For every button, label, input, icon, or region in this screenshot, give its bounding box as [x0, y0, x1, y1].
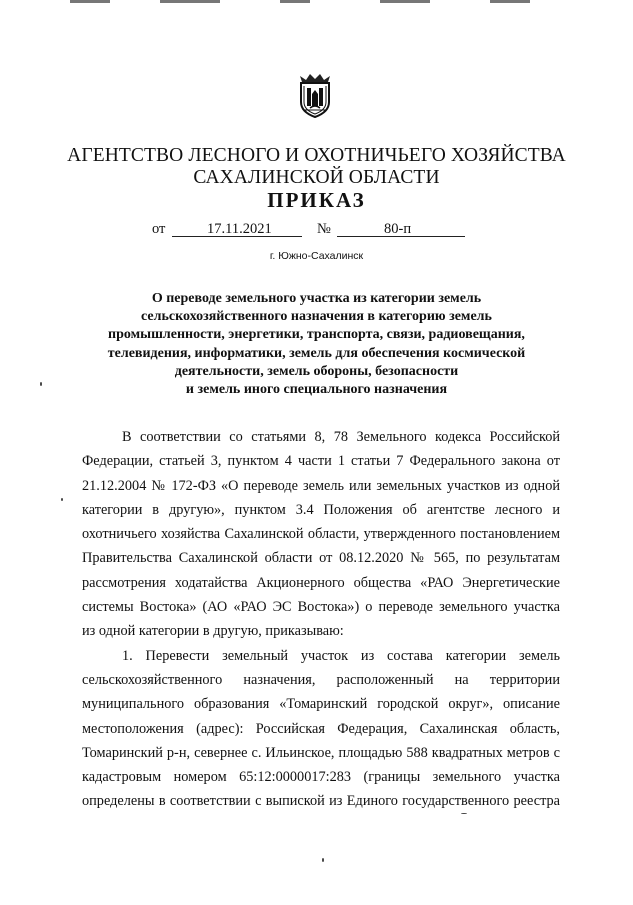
body-line: 21.12.2004 № 172-ФЗ «О переводе земель или земельных участков из одной	[82, 477, 560, 494]
body-line: рассмотрения ходатайства Акционерного общества «РАО Энергетические	[82, 574, 560, 591]
body-line: муниципального образования «Томаринский городской округ», описание	[82, 696, 560, 713]
order-meta-row	[0, 221, 633, 241]
body-line: Томаринский р-н, севернее с. Ильинское, площадью 588 квадратных метров с	[82, 744, 560, 761]
body-line: из одной категории в другую, приказываю:	[82, 623, 344, 640]
agency-name-line-2: САХАЛИНСКОЙ ОБЛАСТИ	[193, 167, 440, 188]
number-sign: №	[317, 221, 331, 237]
scan-speck	[40, 382, 42, 386]
body-line: кадастровым номером 65:12:0000017:283 (границы земельного участка	[82, 769, 560, 786]
order-body	[82, 425, 560, 814]
body-line: Правительства Сахалинской области от 08.12.2020 № 565, по результатам	[82, 550, 560, 567]
agency-name-line-1: АГЕНТСТВО ЛЕСНОГО И ОХОТНИЧЬЕГО ХОЗЯЙСТВА	[67, 145, 566, 166]
city-name: г. Южно-Сахалинск	[269, 250, 364, 262]
body-line: определены в соответствии с выпиской из Единого государственного реестра	[82, 793, 560, 810]
scan-speck	[322, 858, 324, 862]
body-line: 1. Перевести земельный участок из состава категории земель	[122, 647, 560, 664]
scan-speck	[461, 813, 467, 814]
scan-speck	[61, 498, 63, 501]
order-title	[80, 290, 553, 399]
body-line: системы Востока» (АО «РАО ЭС Востока») о переводе земельного участка	[82, 599, 560, 616]
title-line: телевидения, информатики, земель для обеспечения космической	[107, 345, 526, 361]
date-prefix: от	[152, 221, 166, 237]
title-line: О переводе земельного участка из категории земель	[151, 291, 482, 306]
body-line: Федерации, статьей 3, пунктом 4 части 1 статьи 7 Федерального закона от	[82, 453, 560, 470]
title-line: промышленности, энергетики, транспорта, связи, радиовещания,	[108, 327, 525, 343]
order-number: 80-п	[384, 221, 412, 237]
scan-edge-marks	[50, 0, 570, 6]
body-line: местоположения (адрес): Российская Федерация, Сахалинская область,	[82, 720, 560, 737]
body-line: В соответствии со статьями 8, 78 Земельного кодекса Российской	[122, 429, 560, 445]
title-line: и земель иного специального назначения	[185, 382, 448, 398]
title-line: сельскохозяйственного назначения в категорию земель	[141, 309, 492, 325]
body-line: охотничьего хозяйства Сахалинской области, утвержденного постановлением	[82, 526, 560, 543]
title-line: деятельности, земель обороны, безопасности	[174, 363, 459, 379]
sakhalin-coat-of-arms-icon	[296, 72, 334, 118]
body-line: сельскохозяйственного назначения, расположенный на территории	[82, 671, 560, 688]
order-date: 17.11.2021	[207, 221, 272, 237]
body-line: категории в другую», пунктом 3.4 Положения об агентстве лесного и	[82, 501, 560, 518]
document-type: ПРИКАЗ	[267, 188, 366, 212]
